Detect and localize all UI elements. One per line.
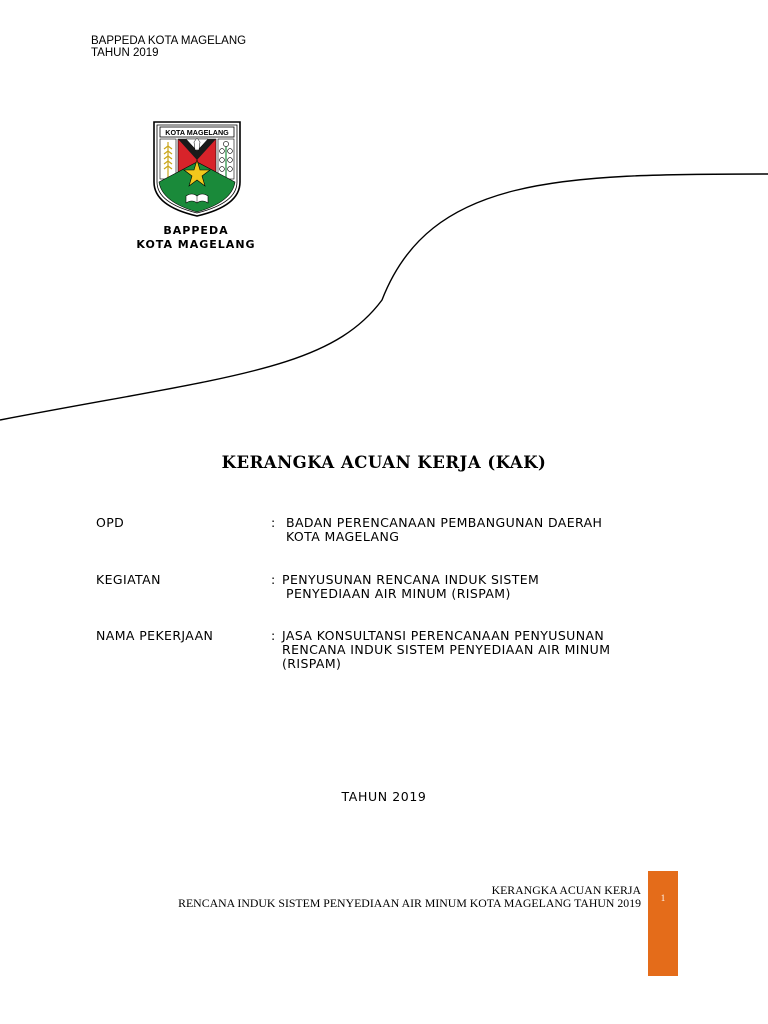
field-kegiatan-value-line1: PENYUSUNAN RENCANA INDUK SISTEM bbox=[282, 572, 540, 587]
document-year: TAHUN 2019 bbox=[341, 789, 427, 804]
field-nama-pekerjaan-value-line1: JASA KONSULTANSI PERENCANAAN PENYUSUNAN bbox=[282, 628, 605, 643]
header-year: TAHUN 2019 bbox=[91, 47, 159, 59]
field-kegiatan-value bbox=[282, 573, 702, 601]
footer-line1: KERANGKA ACUAN KERJA bbox=[491, 883, 641, 897]
field-nama-pekerjaan-value-line3: (RISPAM) bbox=[282, 656, 342, 671]
field-kegiatan-value-line2: PENYEDIAAN AIR MINUM (RISPAM) bbox=[286, 586, 511, 601]
org-name-line1: BAPPEDA bbox=[163, 224, 229, 237]
page-footer bbox=[178, 884, 641, 910]
field-opd-value-line1: BADAN PERENCANAAN PEMBANGUNAN DAERAH bbox=[286, 515, 603, 530]
footer-line2: RENCANA INDUK SISTEM PENYEDIAAN AIR MINUM KOTA MAGELANG TAHUN 2019 bbox=[178, 896, 641, 910]
field-nama-pekerjaan-value-line2: RENCANA INDUK SISTEM PENYEDIAAN AIR MINUM bbox=[282, 642, 611, 657]
field-nama-pekerjaan-value bbox=[282, 629, 702, 671]
header-org: BAPPEDA KOTA MAGELANG bbox=[91, 35, 247, 47]
field-opd-separator: : bbox=[271, 515, 276, 530]
page-number-bar bbox=[648, 871, 678, 976]
document-title: KERANGKA ACUAN KERJA (KAK) bbox=[221, 453, 547, 472]
field-opd-value bbox=[286, 516, 706, 544]
field-opd-value-line2: KOTA MAGELANG bbox=[286, 529, 400, 544]
page-header bbox=[91, 35, 246, 59]
emblem-banner-text: KOTA MAGELANG bbox=[165, 128, 229, 137]
decorative-curve bbox=[0, 170, 768, 430]
page-number: 1 bbox=[660, 893, 666, 903]
org-name-line2: KOTA MAGELANG bbox=[136, 238, 256, 251]
field-kegiatan-separator: : bbox=[271, 572, 276, 587]
field-nama-pekerjaan-separator: : bbox=[271, 628, 276, 643]
field-nama-pekerjaan-label: NAMA PEKERJAAN bbox=[96, 628, 214, 643]
field-kegiatan-label: KEGIATAN bbox=[96, 572, 161, 587]
field-opd-label: OPD bbox=[96, 515, 125, 530]
